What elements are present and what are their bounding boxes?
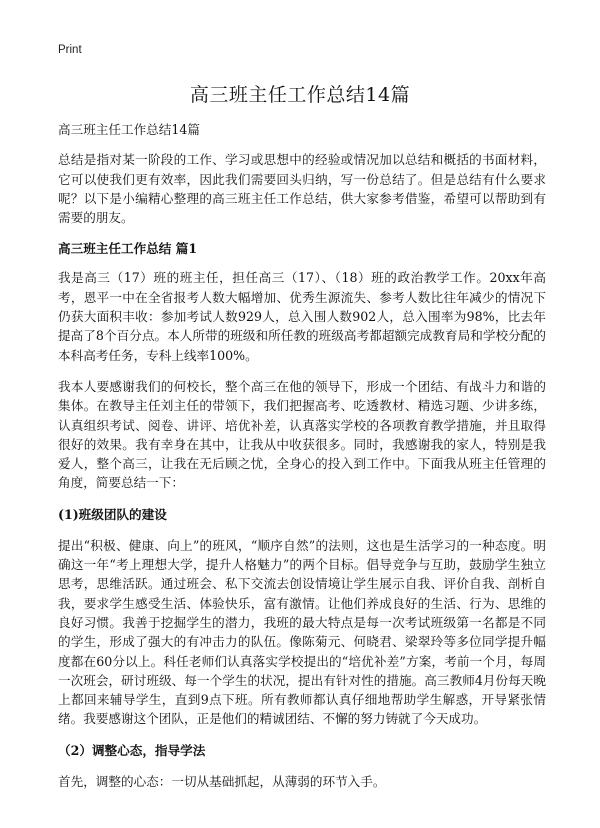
article-body: [58, 120, 546, 803]
section-1-paragraph-2: 我本人要感谢我们的何校长，整个高三在他的领导下，形成一个团结、有战斗力和谐的集体。在教导主任刘主任的带领下，我们把握高考、吃透教材、精选习题、少讲多练，认真组织考试、阅卷、讲评、培优补差，认真落实学校的各项教育教学措施，并且取得很好的效果。我有幸身在其中，让我从中收获很多。同时，我感谢我的家人，特别是我爱人，整个高三，让我在无后顾之忧，全身心的投入到工作中。下面我从班主任管理的角度，简要总结一下：: [58, 378, 546, 491]
intro-paragraph: 总结是指对某一阶段的工作、学习或思想中的经验或情况加以总结和概括的书面材料，它可以使我们更有效率，因此我们需要回头归纳，写一份总结了。但是总结有什么要求呢？以下是小编精心整理的高三班主任工作总结，供大家参考借鉴，希望可以帮助到有需要的朋友。: [58, 152, 546, 226]
subheading-mindset: （2）调整心态，指导学法: [58, 742, 206, 758]
subheading-team-building: (1)班级团队的建设: [58, 506, 167, 522]
section-1-paragraph-1: 我是高三（17）班的班主任，担任高三（17）、（18）班的政治教学工作。20xx年高考，恩平一中在全省报考人数大幅增加、优秀生源流失、参考人数比往年减少的情况下仍获大面积丰收：参加考试人数929人，总入围人数902人，总入围率为98%，比去年提高了8个百分点。本人所带的班级和所任教的班级高考都超额完成教育局和学校分配的本科高考任务，专科上线率100%。: [58, 270, 546, 363]
print-link[interactable]: Print: [58, 44, 82, 56]
team-building-paragraph: 提出“积极、健康、向上”的班风，“顺序自然”的法则，这也是生活学习的一种态度。明确这一年“考上理想大学，提升人格魅力”的两个目标。倡导竞争与互助，鼓励学生独立思考，思维活跃。通过班会、私下交流去创设情境让学生展示自我、评价自我、剖析自我，要求学生感受生活、体验快乐，富有激情。让他们养成良好的生活、行为、思维的良好习惯。我善于挖掘学生的潜力，我班的最大特点是每一次考试班级第一名都是不同的学生，形成了强大的有冲击力的队伍。像陈菊元、何晓君、梁翠玲等多位同学提升幅度都在60分以上。科任老师们认真落实学校提出的“培优补差”方案，考前一个月，每周一次班会，研讨班级、每一个学生的状况，提出有针对性的措施。高三教师4月份每天晚上都回来辅导学生，直到9点下班。所有教师都认真仔细地帮助学生解惑，开导紧张情绪。我要感谢这个团队，正是他们的精诚团结、不懈的努力铸就了今天成功。: [58, 537, 546, 727]
article-subtitle: 高三班主任工作总结14篇: [58, 122, 200, 137]
section-heading-1: 高三班主任工作总结 篇1: [58, 241, 198, 257]
mindset-paragraph: 首先，调整的心态：一切从基础抓起，从薄弱的环节入手。: [58, 773, 386, 789]
page-title: 高三班主任工作总结14篇: [189, 84, 411, 106]
